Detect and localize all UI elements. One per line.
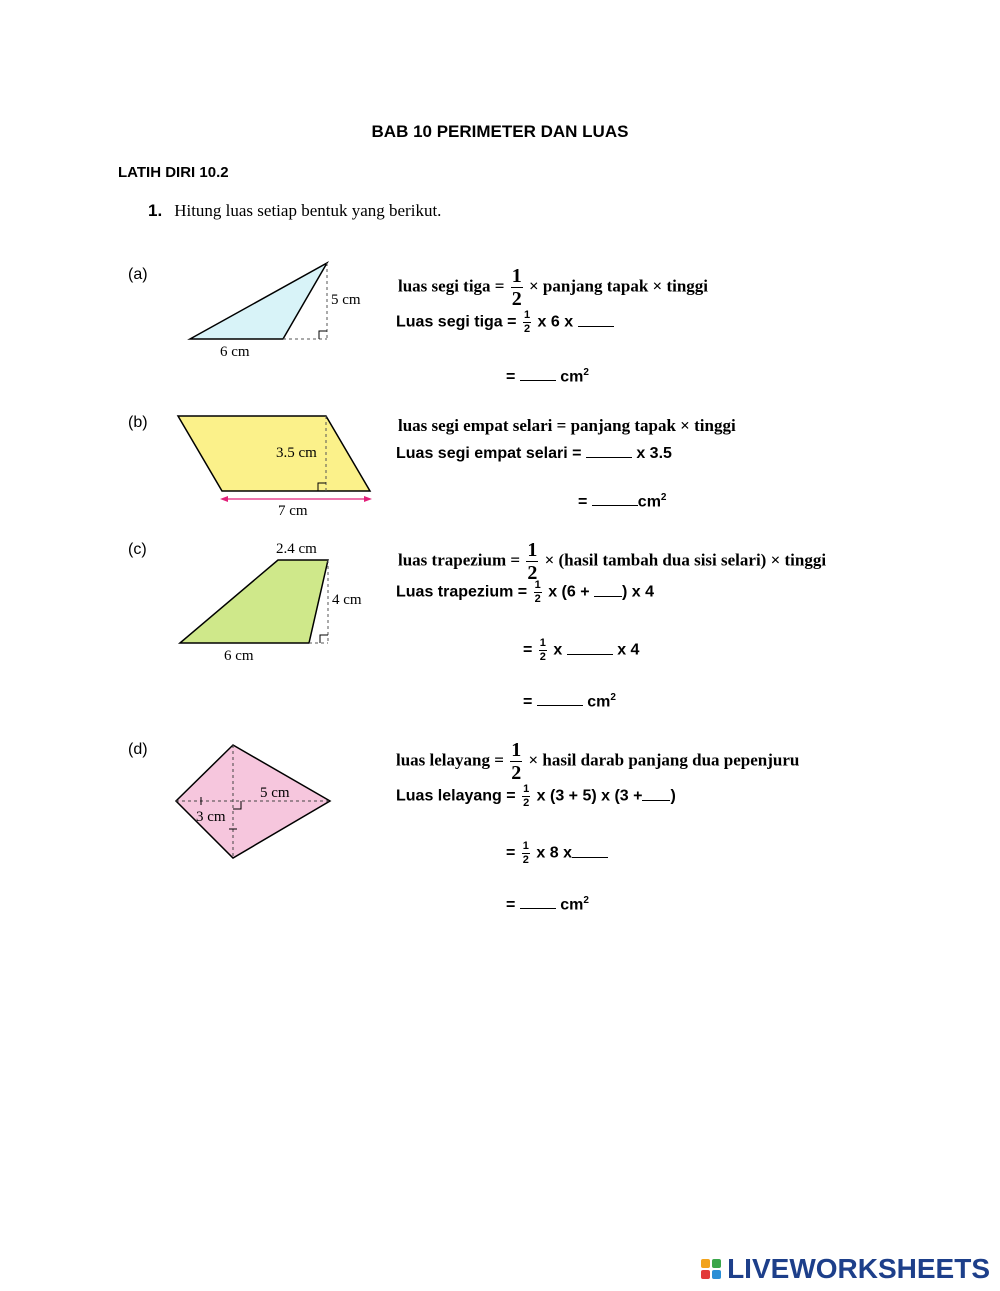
parallelogram-diagram: [170, 407, 380, 523]
right-angle-mark: [320, 635, 328, 643]
trapezium-step-1: Luas trapezium = $\frac{1}{2}$ x (6 + ) x 4: [396, 579, 655, 605]
kite-shape: [176, 745, 330, 858]
fraction: $\frac{1}{2}$: [539, 637, 546, 663]
part-b-label: (b): [128, 414, 148, 431]
height-label: 3.5 cm: [276, 445, 317, 461]
answer-blank[interactable]: [642, 788, 670, 801]
answer-blank[interactable]: [586, 445, 632, 458]
parallelogram-step-2: = $cm^2$: [578, 492, 667, 511]
question-number: 1.: [148, 201, 163, 220]
parallelogram-step-1: Luas segi empat selari = x 3.5: [396, 445, 672, 462]
fraction: $\frac{1}{2}$: [534, 579, 541, 605]
part-a-label: (a): [128, 266, 148, 283]
kite-diagram: [170, 737, 340, 867]
base-label: 6 cm: [224, 648, 254, 664]
fraction: $\frac{1}{2}$: [523, 783, 530, 809]
top-label: 2.4 cm: [276, 541, 317, 557]
trapezium-shape: [180, 560, 328, 643]
triangle-step-2: = $cm^2$: [506, 367, 589, 386]
right-angle-mark: [319, 331, 327, 339]
triangle-shape: [190, 263, 327, 339]
answer-blank[interactable]: [578, 314, 614, 327]
trapezium-formula: luas trapezium = $\frac{1}{2}$ × (hasil tambah dua sisi selari) × tinggi: [398, 539, 827, 584]
half-diagonal-label: 5 cm: [260, 785, 290, 801]
height-label: 4 cm: [332, 592, 362, 608]
exercise-heading: LATIH DIRI 10.2: [118, 164, 229, 181]
answer-blank[interactable]: [537, 693, 583, 706]
part-c-label: (c): [128, 541, 147, 558]
question-line: [148, 201, 441, 221]
trapezium-step-3: = $cm^2$: [523, 692, 616, 711]
parallelogram-shape: [178, 416, 370, 491]
kite-step-2: = $\frac{1}{2}$ x 8 x: [506, 841, 608, 866]
answer-blank[interactable]: [520, 896, 556, 909]
base-label: 6 cm: [220, 344, 250, 360]
brand-text: LIVEWORKSHEETS: [727, 1253, 990, 1284]
kite-step-1: Luas lelayang = $\frac{1}{2}$ x (3 + 5) x (3 + ): [396, 783, 676, 809]
fraction: $\frac{1}{2}$: [511, 739, 522, 784]
fraction: $\frac{1}{2}$: [522, 840, 529, 866]
fraction: $\frac{1}{2}$: [523, 309, 531, 335]
liveworksheets-logo: [701, 1253, 990, 1285]
trapezium-diagram: [172, 536, 382, 666]
page-title: BAB 10 PERIMETER DAN LUAS: [371, 122, 629, 141]
liveworksheets-logo-icon: [701, 1259, 721, 1279]
part-d-label: (d): [128, 741, 148, 758]
fraction: $\frac{1}{2}$: [511, 265, 522, 310]
height-label: 5 cm: [331, 292, 361, 308]
parallelogram-formula: luas segi empat selari = panjang tapak × tinggi: [398, 416, 736, 435]
fraction: $\frac{1}{2}$: [527, 539, 538, 584]
base-label: 7 cm: [278, 503, 308, 519]
answer-blank[interactable]: [592, 493, 638, 506]
question-text: Hitung luas setiap bentuk yang berikut.: [174, 201, 442, 220]
answer-blank[interactable]: [567, 642, 613, 655]
arrowhead-left-icon: [220, 496, 228, 502]
trapezium-step-2: = $\frac{1}{2}$ x x 4: [523, 637, 640, 663]
short-label: 3 cm: [196, 809, 226, 825]
answer-blank[interactable]: [594, 584, 622, 597]
triangle-step-1: Luas segi tiga = $\frac{1}{2}$ x 6 x: [396, 310, 614, 335]
arrowhead-right-icon: [364, 496, 372, 502]
kite-step-3: = $cm^2$: [506, 895, 589, 914]
answer-blank[interactable]: [520, 368, 556, 381]
triangle-formula: luas segi tiga = $\frac{1}{2}$ × panjang tapak × tinggi: [398, 265, 709, 310]
triangle-diagram: [180, 255, 380, 367]
kite-formula: luas lelayang = $\frac{1}{2}$ × hasil darab panjang dua pepenjuru: [396, 739, 800, 784]
answer-blank[interactable]: [572, 845, 608, 858]
